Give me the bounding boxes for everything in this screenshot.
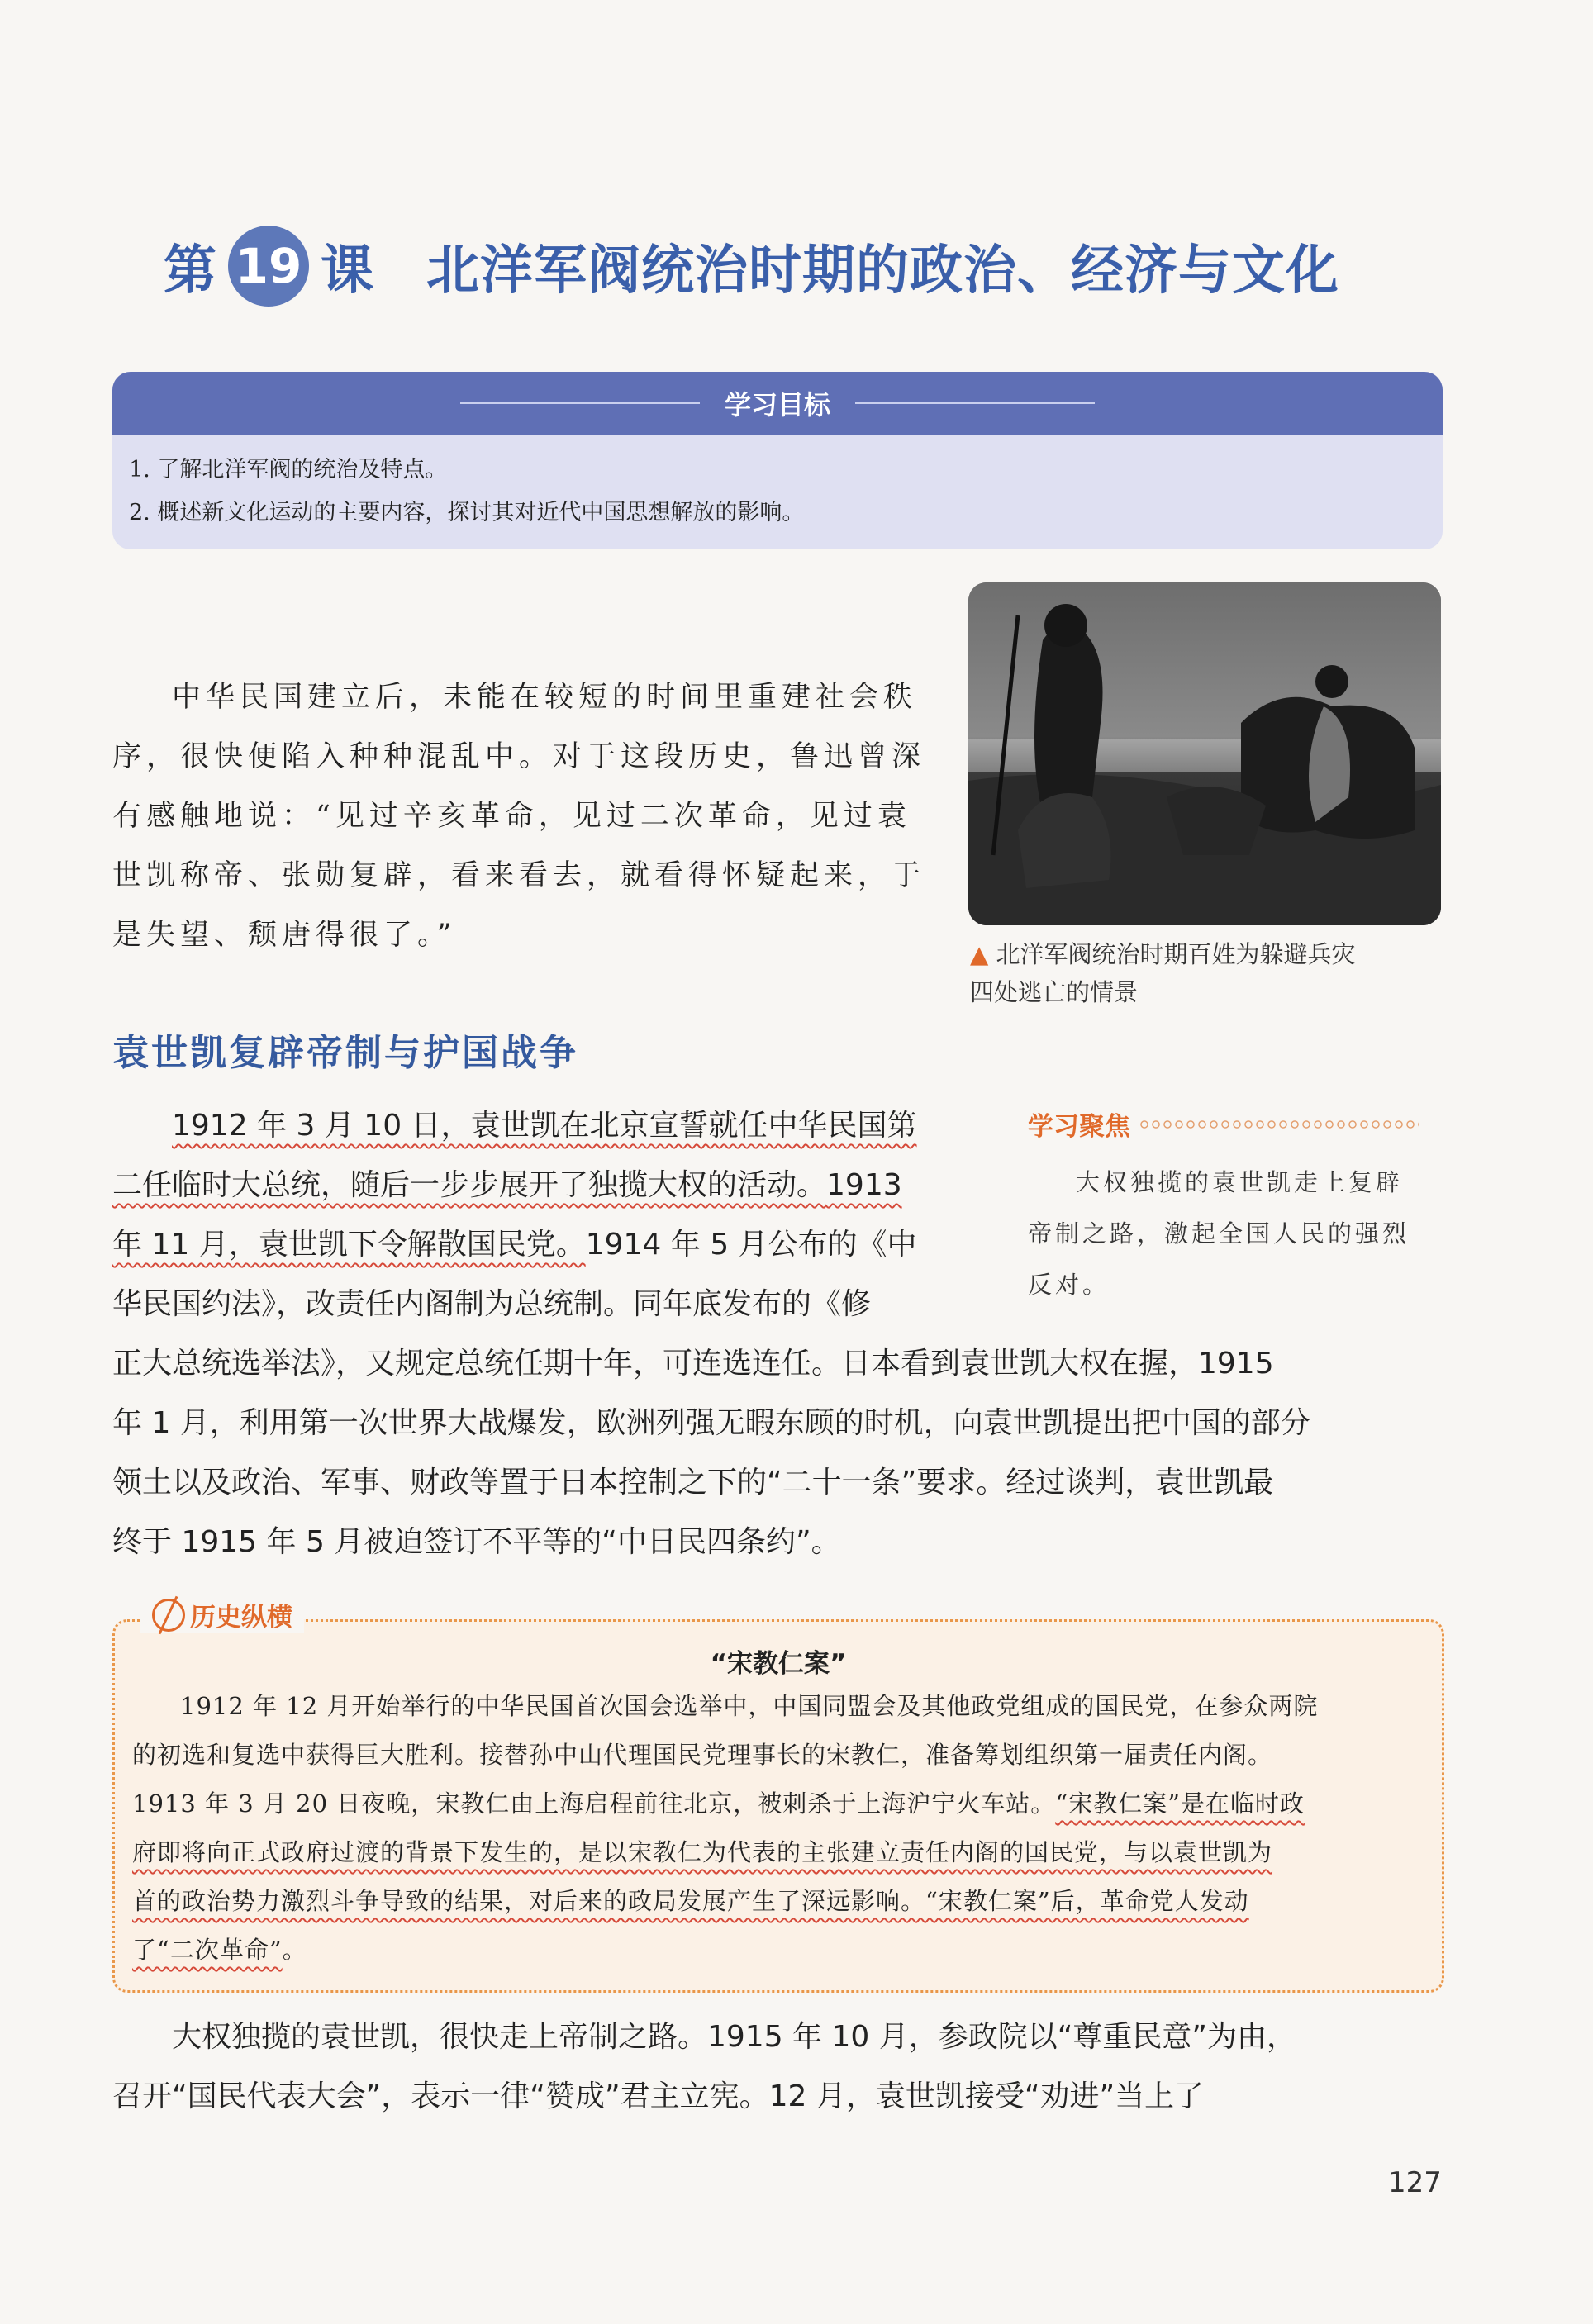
focus-line: 帝制之路，激起全国人民的强烈 bbox=[1028, 1219, 1410, 1248]
underlined-text: 了“二次革命” bbox=[132, 1936, 283, 1964]
history-line: 的初选和复选中获得巨大胜利。接替孙中山代理国民党理事长的宋教仁，准备筹划组织第一届责任内阁。 bbox=[132, 1741, 1273, 1769]
body-line: 华民国约法》，改责任内阁制为总统制。同年底发布的《修 bbox=[112, 1287, 872, 1321]
history-box-label bbox=[140, 1596, 304, 1633]
lesson-title bbox=[164, 216, 1339, 316]
body-line: 大权独揽的袁世凯，很快走上帝制之路。1915 年 10 月，参政院以“尊重民意”为由， bbox=[172, 2020, 1297, 2054]
title-suffix: 课 bbox=[321, 240, 373, 302]
focus-line: 反对。 bbox=[1028, 1271, 1110, 1299]
lesson-number-badge: 19 bbox=[228, 226, 309, 307]
underlined-text: 1913 bbox=[826, 1168, 902, 1202]
history-icon bbox=[152, 1599, 185, 1632]
body-line: 年 1 月，利用第一次世界大战爆发，欧洲列强无暇东顾的时机，向袁世凯提出把中国的部分 bbox=[112, 1406, 1310, 1440]
focus-line: 大权独揽的袁世凯走上复辟 bbox=[1076, 1168, 1404, 1196]
paragraph-2 bbox=[112, 2008, 1443, 2127]
paragraph-1-lower bbox=[112, 1334, 1443, 1572]
study-focus-text bbox=[1028, 1157, 1441, 1310]
intro-line: 中华民国建立后，未能在较短的时间里重建社会秩 bbox=[172, 681, 918, 714]
decorative-chain bbox=[1139, 1119, 1419, 1129]
caption-line-2: 四处逃亡的情景 bbox=[970, 978, 1139, 1006]
header-rule-left bbox=[460, 402, 700, 404]
learning-objectives-box bbox=[112, 372, 1443, 549]
paragraph-1-upper bbox=[112, 1096, 980, 1334]
underlined-text: 1912 年 3 月 10 日，袁世凯在北京宣誓就任中华民国第 bbox=[172, 1109, 917, 1143]
title-text: 北洋军阀统治时期的政治、经济与文化 bbox=[426, 240, 1339, 302]
section-heading: 袁世凯复辟帝制与护国战争 bbox=[112, 1032, 578, 1074]
history-text: 1913 年 3 月 20 日夜晚，宋教仁由上海启程前往北京，被刺杀于上海沪宁火车站。 bbox=[132, 1789, 1056, 1818]
objective-item: 2. 概述新文化运动的主要内容，探讨其对近代中国思想解放的影响。 bbox=[129, 500, 805, 525]
history-text: 。 bbox=[282, 1936, 307, 1964]
underlined-text: 首的政治势力激烈斗争导致的结果，对后来的政局发展产生了深远影响。“宋教仁案”后，革命党人发动 bbox=[132, 1887, 1249, 1915]
caption-triangle-icon: ▲ bbox=[970, 940, 989, 968]
underlined-text: “宋教仁案”是在临时政 bbox=[1055, 1789, 1305, 1818]
intro-paragraph bbox=[112, 668, 926, 965]
body-line: 召开“国民代表大会”，表示一律“赞成”君主立宪。12 月，袁世凯接受“劝进”当上了 bbox=[112, 2079, 1205, 2113]
page-number: 127 bbox=[1388, 2166, 1442, 2199]
intro-line: 是失望、颓唐得很了。” bbox=[112, 919, 457, 952]
historical-photo bbox=[968, 582, 1441, 925]
body-text: 1914 年 5 月公布的《中 bbox=[585, 1228, 917, 1262]
intro-line: 序，很快便陷入种种混乱中。对于这段历史，鲁迅曾深 bbox=[112, 740, 926, 773]
objectives-heading: 学习目标 bbox=[724, 389, 830, 421]
refugees-photo-illustration bbox=[968, 582, 1441, 925]
history-label-text: 历史纵横 bbox=[190, 1603, 292, 1633]
body-line: 正大总统选举法》，又规定总统任期十年，可连选连任。日本看到袁世凯大权在握，1915 bbox=[112, 1347, 1274, 1381]
underlined-text: 二任临时大总统，随后一步步展开了独揽大权的活动。 bbox=[112, 1168, 827, 1202]
objectives-header bbox=[112, 372, 1443, 435]
body-line: 领土以及政治、军事、财政等置于日本控制之下的“二十一条”要求。经过谈判，袁世凯最 bbox=[112, 1466, 1274, 1499]
history-line: 1912 年 12 月开始举行的中华民国首次国会选举中，中国同盟会及其他政党组成的国民党，在参众两院 bbox=[180, 1692, 1319, 1720]
header-rule-right bbox=[855, 402, 1095, 404]
history-box-body bbox=[132, 1682, 1421, 1975]
caption-line-1: 北洋军阀统治时期百姓为躲避兵灾 bbox=[996, 940, 1356, 968]
body-line: 终于 1915 年 5 月被迫签订不平等的“中日民四条约”。 bbox=[112, 1525, 841, 1559]
intro-line: 世凯称帝、张勋复辟，看来看去，就看得怀疑起来，于 bbox=[112, 859, 926, 892]
history-box-title: “宋教仁案” bbox=[710, 1649, 847, 1679]
underlined-text: 年 11 月，袁世凯下令解散国民党。 bbox=[112, 1228, 586, 1262]
study-focus-label: 学习聚焦 bbox=[1028, 1112, 1130, 1142]
title-prefix: 第 bbox=[164, 240, 216, 302]
objective-item: 1. 了解北洋军阀的统治及特点。 bbox=[129, 457, 448, 482]
underlined-text: 府即将向正式政府过渡的背景下发生的，是以宋教仁为代表的主张建立责任内阁的国民党，与以袁世凯为 bbox=[132, 1838, 1273, 1866]
intro-line: 有感触地说：“见过辛亥革命，见过二次革命，见过袁 bbox=[112, 800, 911, 833]
photo-caption bbox=[970, 935, 1433, 1011]
study-focus-header bbox=[1028, 1105, 1419, 1143]
